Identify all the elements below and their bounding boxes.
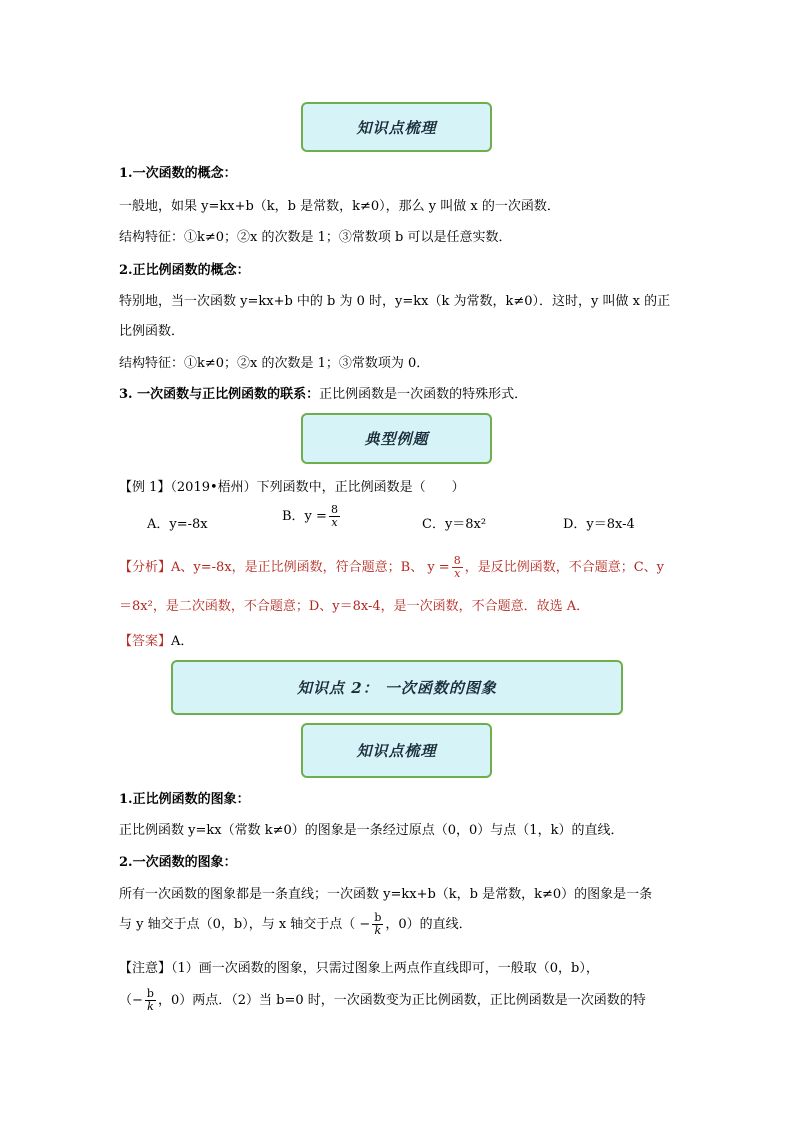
- fraction-numerator: b: [146, 987, 154, 1000]
- option-b: [282, 504, 342, 529]
- heading-proportional-graph: 1.正比例函数的图象：: [119, 792, 250, 807]
- answer-text: A．: [171, 634, 194, 649]
- answer-line: [119, 633, 193, 651]
- example-question: 【例 1】（2019•梧州）下列函数中，正比例函数是（ ）: [119, 480, 465, 495]
- fraction: [329, 504, 340, 529]
- section-header-label: 知识点 2： 一次函数的图象: [297, 679, 497, 697]
- option-b-label: B．y =: [282, 509, 327, 524]
- section-header-label: 典型例题: [364, 430, 429, 448]
- section-header-knowledge-point-2: [171, 660, 623, 715]
- section-header-typical-examples: [301, 413, 492, 464]
- paragraph: 正比例函数 y=kx（常数 k≠0）的图象是一条经过原点（0，0）与点（1，k）的直线．: [119, 823, 624, 838]
- fraction-numerator: 8: [453, 554, 461, 567]
- paragraph: 所有一次函数的图象都是一条直线；一次函数 y=kx+b（k，b 是常数，k≠0）的图象是一条: [119, 887, 653, 902]
- fraction-numerator: 8: [330, 503, 338, 516]
- note-line-2: [119, 988, 646, 1013]
- option-a: A．y=-8x: [147, 517, 208, 532]
- fraction-denominator: k: [147, 1000, 154, 1013]
- relation-heading: 3. 一次函数与正比例函数的联系：: [119, 387, 320, 402]
- relation-text: 正比例函数是一次函数的特殊形式．: [319, 387, 528, 402]
- analysis-text: A、y=-8x，是正比例函数，符合题意；B、 y =: [171, 560, 450, 575]
- answer-tag: 【答案】: [119, 634, 172, 649]
- fraction: [372, 912, 383, 937]
- section-header-knowledge-review: [301, 102, 492, 152]
- section-header-knowledge-review-2: [301, 723, 492, 778]
- analysis-text: ，是反比例函数，不合题意；C、y: [464, 560, 664, 575]
- paragraph-relation: [119, 386, 527, 404]
- paragraph-text: ，0）的直线．: [385, 917, 472, 932]
- paragraph-text: 与 y 轴交于点（0，b），与 x 轴交于点（ −: [119, 917, 371, 932]
- analysis-tag: 【分析】: [119, 560, 172, 575]
- fraction-denominator: x: [331, 516, 338, 529]
- note-text: ，0）两点．（2）当 b=0 时，一次函数变为正比例函数，正比例函数是一次函数的特: [157, 993, 646, 1008]
- fraction-denominator: k: [374, 924, 382, 937]
- paragraph: 一般地，如果 y=kx+b（k，b 是常数，k≠0），那么 y 叫做 x 的一次函数．: [119, 199, 560, 214]
- paragraph: 特别地，当一次函数 y=kx+b 中的 b 为 0 时，y=kx（k 为常数，k≠0）．这时，y 叫做 x 的正: [119, 294, 671, 309]
- analysis-line-2: ＝8x²，是二次函数，不合题意；D、y＝8x-4，是一次函数，不合题意．故选 A．: [119, 599, 590, 614]
- fraction: [452, 555, 463, 580]
- heading-linear-graph: 2.一次函数的图象：: [119, 855, 237, 870]
- note-line-1: 【注意】（1）画一次函数的图象，只需过图象上两点作直线即可，一般取（0，b），: [119, 961, 599, 976]
- section-header-label: 知识点梳理: [356, 742, 437, 760]
- heading-proportional-function-concept: 2.正比例函数的概念：: [119, 263, 250, 278]
- note-text: （−: [119, 993, 143, 1008]
- paragraph-intercepts: [119, 912, 472, 937]
- fraction-numerator: b: [374, 911, 382, 924]
- paragraph: 结构特征：①k≠0；②x 的次数是 1；③常数项为 0．: [119, 356, 430, 371]
- option-c: C．y＝8x²: [422, 517, 487, 532]
- paragraph: 结构特征：①k≠0；②x 的次数是 1；③常数项 b 可以是任意实数．: [119, 230, 512, 245]
- heading-linear-function-concept: 1.一次函数的概念：: [119, 166, 237, 181]
- analysis-line-1: [119, 555, 664, 580]
- fraction-denominator: x: [454, 567, 461, 580]
- paragraph: 比例函数．: [119, 324, 185, 339]
- option-d: D．y＝8x-4: [563, 517, 635, 532]
- section-header-label: 知识点梳理: [356, 118, 437, 137]
- fraction: [145, 988, 156, 1013]
